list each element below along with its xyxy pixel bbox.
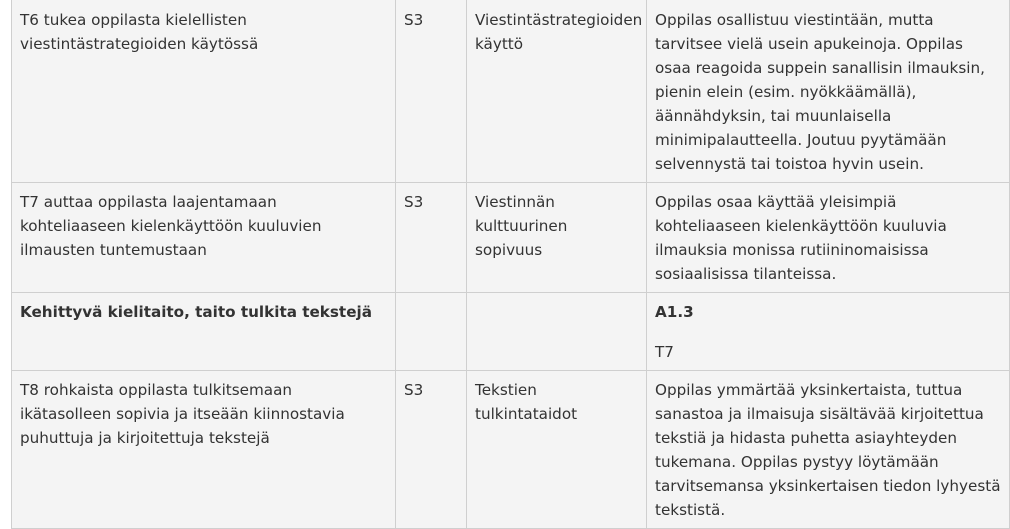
area-cell: Viestintästrategioiden käyttö bbox=[467, 0, 647, 183]
empty-cell bbox=[467, 293, 647, 371]
section-heading: Kehittyvä kielitaito, taito tulkita tekstejä bbox=[12, 293, 396, 371]
table-row bbox=[12, 371, 1010, 529]
area-cell: Viestinnän kulttuurinen sopivuus bbox=[467, 183, 647, 293]
content-cell: S3 bbox=[396, 371, 467, 529]
criteria-cell: Oppilas osallistuu viestintään, mutta tarvitsee vielä usein apukeinoja. Oppilas osaa reagoida suppein sanallisin ilmauksin, pienin elein (esim. nyökkäämällä), äännähdyksin, tai muunlaisella minimipalautteella. Joutuu pyytämään selvennystä tai toistoa hyvin usein. bbox=[647, 0, 1010, 183]
table-row bbox=[12, 0, 1010, 183]
table-row bbox=[12, 183, 1010, 293]
content-cell: S3 bbox=[396, 0, 467, 183]
objective-cell: T6 tukea oppilasta kielellisten viestintästrategioiden käytössä bbox=[12, 0, 396, 183]
spacer bbox=[655, 324, 1001, 340]
level-label: A1.3 bbox=[655, 303, 694, 321]
criteria-table bbox=[11, 0, 1010, 529]
content-cell: S3 bbox=[396, 183, 467, 293]
level-cell bbox=[647, 293, 1010, 371]
empty-cell bbox=[396, 293, 467, 371]
objective-cell: T7 auttaa oppilasta laajentamaan kohteliaaseen kielenkäyttöön kuuluvien ilmausten tuntemustaan bbox=[12, 183, 396, 293]
objective-cell: T8 rohkaista oppilasta tulkitsemaan ikätasolleen sopivia ja itseään kiinnostavia puhuttuja ja kirjoitettuja tekstejä bbox=[12, 371, 396, 529]
section-row bbox=[12, 293, 1010, 371]
level-note: T7 bbox=[655, 343, 674, 361]
area-cell: Tekstien tulkintataidot bbox=[467, 371, 647, 529]
criteria-cell: Oppilas ymmärtää yksinkertaista, tuttua sanastoa ja ilmaisuja sisältävää kirjoitettua tekstiä ja hidasta puhetta asiayhteyden tukemana. Oppilas pystyy löytämään tarvitsemansa yksinkertaisen tiedon lyhyestä tekstistä. bbox=[647, 371, 1010, 529]
criteria-cell: Oppilas osaa käyttää yleisimpiä kohteliaaseen kielenkäyttöön kuuluvia ilmauksia monissa rutiininomaisissa sosiaalisissa tilanteissa. bbox=[647, 183, 1010, 293]
